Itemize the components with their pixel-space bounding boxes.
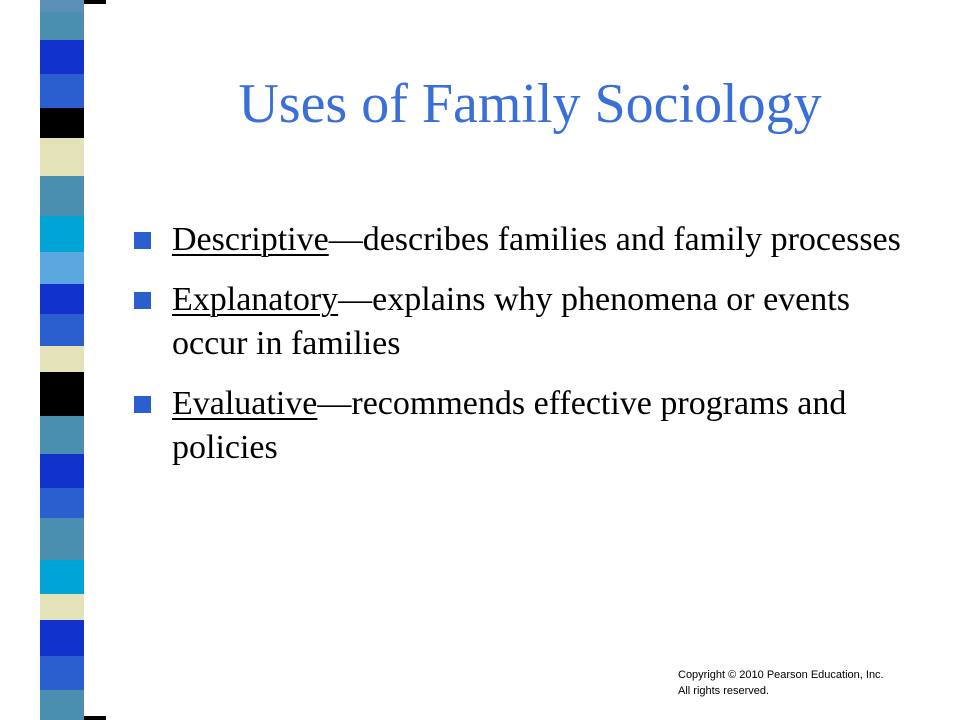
- strip-segment: [40, 284, 84, 314]
- strip-segment: [40, 620, 84, 656]
- square-bullet-icon: [134, 396, 151, 413]
- copyright-line: Copyright © 2010 Pearson Education, Inc.: [678, 669, 884, 681]
- strip-segment: [40, 454, 84, 488]
- strip-segment: [40, 488, 84, 518]
- bullet-text: recommends effective programs and policies: [172, 385, 847, 466]
- strip-segment: [40, 138, 84, 176]
- strip-segment: [40, 518, 84, 560]
- bullet-separator: —: [338, 281, 373, 318]
- strip-segment: [40, 216, 84, 252]
- strip-segment: [40, 314, 84, 346]
- strip-segment: [40, 594, 84, 620]
- strip-accent: [84, 0, 106, 4]
- strip-segment: [40, 0, 84, 12]
- strip-segment: [40, 560, 84, 594]
- strip-segment: [40, 346, 84, 372]
- decorative-side-strip: [40, 0, 84, 720]
- bullet-list: [132, 218, 932, 486]
- strip-segment: [40, 416, 84, 454]
- strip-segment: [40, 690, 84, 720]
- strip-segment: [40, 252, 84, 284]
- bullet-term: Descriptive: [172, 221, 329, 258]
- bullet-item: [132, 382, 932, 470]
- strip-segment: [40, 40, 84, 74]
- square-bullet-icon: [134, 232, 151, 249]
- bullet-term: Explanatory: [172, 281, 339, 318]
- bullet-text: describes families and family processes: [362, 221, 901, 258]
- strip-segment: [40, 176, 84, 216]
- strip-segment: [40, 372, 84, 416]
- bullet-term: Evaluative: [172, 385, 318, 422]
- strip-segment: [40, 656, 84, 690]
- bullet-separator: —: [328, 221, 363, 258]
- strip-accent: [84, 716, 106, 720]
- square-bullet-icon: [134, 292, 151, 309]
- bullet-text: explains why phenomena or events occur in families: [172, 281, 850, 362]
- strip-segment: [40, 12, 84, 40]
- slide-title: Uses of Family Sociology: [238, 73, 822, 135]
- bullet-item: [132, 218, 932, 262]
- bullet-item: [132, 278, 932, 366]
- rights-line: All rights reserved.: [678, 685, 770, 697]
- strip-segment: [40, 74, 84, 108]
- copyright-notice: [678, 667, 884, 699]
- bullet-separator: —: [317, 385, 352, 422]
- strip-segment: [40, 108, 84, 138]
